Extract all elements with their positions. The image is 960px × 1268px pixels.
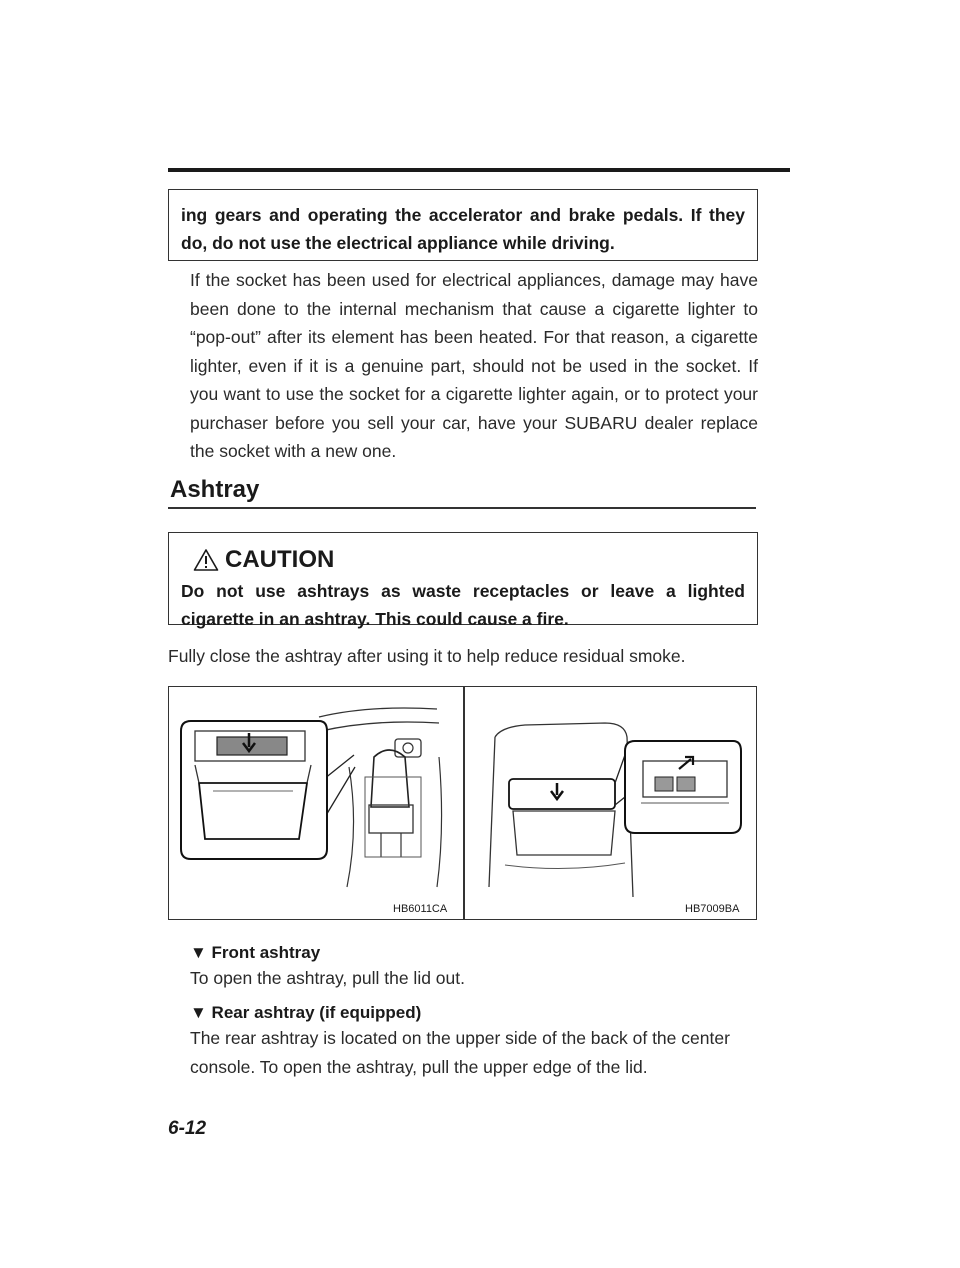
- ashtray-figure: [168, 686, 757, 920]
- warning-continuation-text: ing gears and operating the accelerator and brake pedals. If they do, do not use the electrical appliance while driving.: [181, 205, 745, 253]
- rear-ashtray-heading: ▼ Rear ashtray (if equipped): [190, 1003, 422, 1022]
- rear-ashtray-text: The rear ashtray is located on the upper side of the back of the center console. To open the ashtray, pull the upper edge of the lid.: [190, 1028, 730, 1077]
- figure-code-right: HB7009BA: [685, 903, 740, 915]
- warning-continuation-box: [168, 189, 758, 261]
- front-ashtray-heading: ▼ Front ashtray: [190, 943, 321, 962]
- caution-title: CAUTION: [225, 546, 335, 573]
- section-rule: [168, 507, 756, 509]
- figure-code-left: HB6011CA: [393, 903, 448, 915]
- front-ashtray-illustration: [169, 687, 463, 919]
- socket-paragraph: If the socket has been used for electrical appliances, damage may have been done to the internal mechanism that cause a cigarette lighter to “pop-out” after its element has been heated. For that reason, a cigarette lighter, even if it is a genuine part, should not be used in the socket. If you want to use the socket for a cigarette lighter again, or to protect your purchaser before you sell your car, have your SUBARU dealer replace the socket with a new one.: [190, 270, 758, 461]
- front-ashtray-text: To open the ashtray, pull the lid out.: [190, 968, 465, 988]
- caution-header: [181, 543, 745, 577]
- caution-box: [168, 532, 758, 629]
- page-number: 6-12: [168, 1118, 207, 1139]
- rear-ashtray-illustration: [465, 687, 759, 919]
- caution-text: Do not use ashtrays as waste receptacles or leave a lighted cigarette in an ashtray. This could cause a fire.: [181, 581, 745, 629]
- top-rule: [168, 168, 790, 172]
- warning-triangle-icon: [193, 548, 219, 572]
- section-title: Ashtray: [170, 476, 260, 503]
- intro-text: Fully close the ashtray after using it to help reduce residual smoke.: [168, 646, 686, 666]
